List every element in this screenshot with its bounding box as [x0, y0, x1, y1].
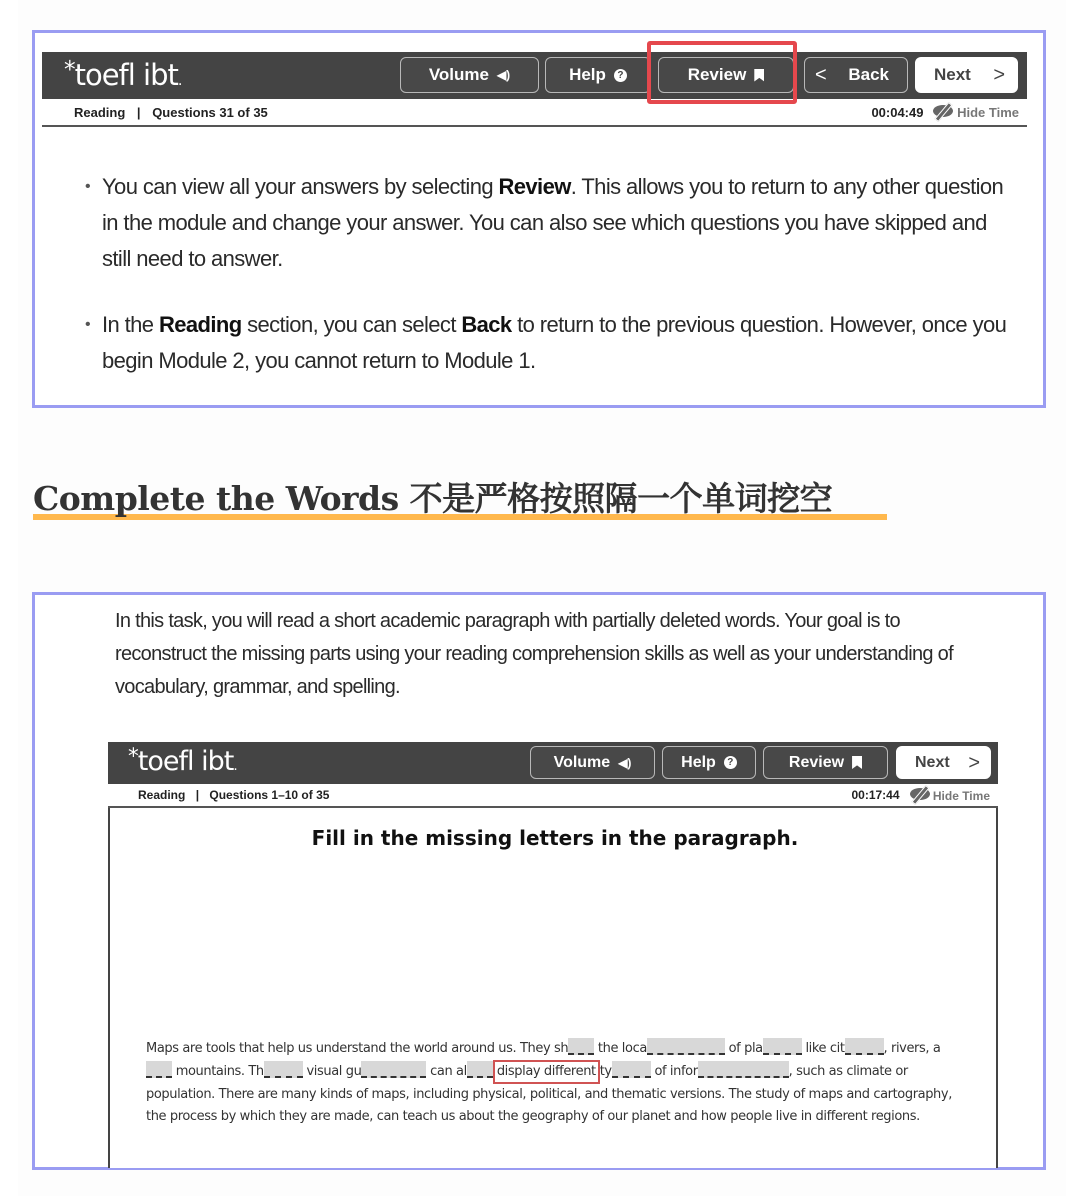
letter-blank-input[interactable] — [467, 1061, 493, 1078]
letter-blank-input[interactable] — [361, 1061, 426, 1078]
toefl-toolbar — [42, 52, 1027, 99]
chevron-right-icon: > — [968, 751, 980, 774]
review-button[interactable]: Review — [763, 746, 888, 779]
section-info — [138, 788, 329, 802]
question-circle-icon: ? — [724, 756, 737, 769]
status-bar — [42, 99, 1027, 127]
eye-slash-icon — [910, 788, 930, 800]
letter-blank-input[interactable] — [845, 1038, 884, 1055]
speaker-icon: ◀) — [618, 755, 632, 770]
letter-blank-input[interactable] — [568, 1038, 594, 1055]
back-button[interactable]: < Back — [804, 57, 908, 93]
passage-segment: the loca — [594, 1041, 647, 1056]
section-label: Reading — [138, 788, 186, 802]
speaker-icon: ◀) — [496, 68, 511, 82]
passage-segment: like cit — [801, 1041, 845, 1056]
letter-blank-input[interactable] — [146, 1061, 172, 1078]
hide-time-button[interactable]: Hide Time — [933, 105, 1019, 120]
highlighted-phrase: display different — [493, 1060, 600, 1084]
question-circle-icon: ? — [614, 69, 627, 82]
next-button[interactable]: Next > — [915, 57, 1018, 93]
volume-button[interactable]: Volume ◀) — [400, 57, 539, 93]
passage-segment: , such as climate or population. There are many kinds of maps, including physical, political, and thematic versions. The study of maps and cartography, the process by which they are made, can teach us about the geography of our planet and how people live in different regions. — [146, 1064, 952, 1124]
bullet-back: • In the Reading section, you can select Back to return to the previous question. However, once you begin Module 2, you cannot return to Module 1. — [85, 307, 1015, 379]
letter-blank-input[interactable] — [647, 1038, 725, 1055]
timer: 00:17:44 — [851, 788, 900, 802]
passage-segment: mountains. Th — [172, 1064, 264, 1079]
help-button[interactable]: Help ? — [545, 57, 651, 93]
hide-time-button[interactable]: Hide Time — [910, 788, 990, 803]
passage-segment: of infor — [650, 1064, 698, 1079]
section-label: Reading — [74, 104, 126, 120]
timer-area — [851, 788, 990, 803]
letter-blank-input[interactable] — [763, 1038, 802, 1055]
instruction-bullets — [85, 169, 1015, 409]
bullet-dot: • — [85, 178, 91, 195]
question-screen — [108, 808, 998, 1168]
section-info — [74, 105, 268, 120]
separator: | — [136, 104, 141, 120]
passage-segment: Maps are tools that help us understand the world around us. They sh — [146, 1041, 569, 1056]
volume-button[interactable]: Volume ◀) — [530, 746, 655, 779]
status-bar — [108, 784, 998, 808]
bookmark-icon — [852, 756, 862, 769]
review-highlight-box — [647, 41, 797, 104]
timer-area — [871, 105, 1019, 120]
help-button[interactable]: Help ? — [662, 746, 756, 779]
screenshot-frame-review — [32, 30, 1046, 408]
passage-segment: visual gu — [302, 1064, 362, 1079]
toefl-logo: *toefl ibt. — [64, 56, 182, 92]
letter-blank-input[interactable] — [698, 1061, 789, 1078]
chevron-right-icon: > — [993, 64, 1005, 86]
asterisk-logo-icon: * — [64, 56, 75, 83]
toefl-logo: *toefl ibt. — [128, 744, 237, 777]
passage-text — [146, 1038, 966, 1128]
question-counter: Questions 31 of 35 — [152, 104, 268, 120]
toefl-toolbar — [108, 742, 998, 784]
letter-blank-input[interactable] — [264, 1061, 303, 1078]
passage-segment: can al — [426, 1064, 467, 1079]
screenshot-frame-complete-words — [32, 592, 1046, 1170]
chevron-left-icon: < — [815, 64, 827, 86]
question-counter: Questions 1–10 of 35 — [209, 788, 330, 802]
letter-blank-input[interactable] — [612, 1061, 651, 1078]
task-intro: In this task, you will read a short academic paragraph with partially deleted words. Your goal is to reconstruct the missing parts using your reading comprehension skills as well as your understanding of vocabulary, grammar, and spelling. — [115, 610, 953, 698]
bullet-dot: • — [85, 316, 91, 333]
passage-segment: of pla — [724, 1041, 763, 1056]
bullet-review: • You can view all your answers by selecting Review. This allows you to return to any other question in the module and change your answer. You can also see which questions you have skipped and still need to answer. — [85, 169, 1015, 277]
asterisk-logo-icon: * — [128, 744, 138, 769]
section-heading: Complete the Words 不是严格按照隔一个单词挖空 — [33, 479, 833, 518]
question-instruction: Fill in the missing letters in the paragraph. — [311, 826, 799, 850]
eye-slash-icon — [933, 105, 953, 117]
separator: | — [195, 788, 200, 802]
review-button[interactable]: Review — [658, 57, 794, 93]
passage-segment: ty — [599, 1064, 612, 1079]
passage-segment: , rivers, a — [883, 1041, 941, 1056]
timer: 00:04:49 — [871, 104, 924, 120]
next-button[interactable]: Next > — [896, 746, 991, 779]
